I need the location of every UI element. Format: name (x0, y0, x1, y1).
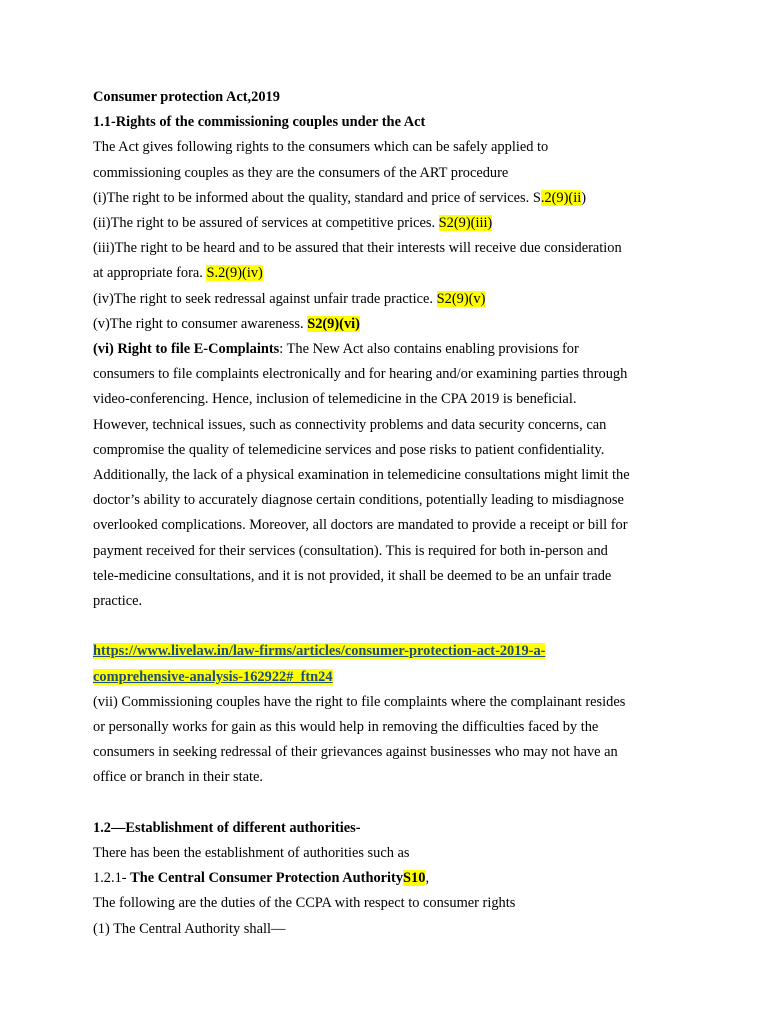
reference-link[interactable]: https://www.livelaw.in/law-firms/articles/consumer-protection-act-2019-a- (93, 643, 546, 660)
paragraph-line: doctor’s ability to accurately diagnose certain conditions, potentially leading to misdiagnose (93, 492, 624, 509)
paragraph-line: consumers to file complaints electronically and for hearing and/or examining parties through (93, 366, 628, 383)
reference-link-line (93, 639, 688, 664)
right-item-iii-cont (93, 261, 688, 286)
paragraph-line: overlooked complications. Moreover, all doctors are mandated to provide a receipt or bill for (93, 517, 628, 534)
punctuation: , (425, 870, 430, 887)
section-reference: S2(9)(v) (436, 290, 486, 307)
paragraph-line: Additionally, the lack of a physical examination in telemedicine consultations might limit the (93, 467, 630, 484)
paragraph-line: payment received for their services (consultation). This is required for both in-person and (93, 542, 608, 559)
right-text: (iv)The right to seek redressal against unfair trade practice. (93, 290, 437, 307)
intro-line: The Act gives following rights to the consumers which can be safely applied to (93, 139, 549, 156)
right-text: (i)The right to be informed about the quality, standard and price of services. S (93, 189, 541, 206)
section-reference: .2(9)(ii (540, 189, 582, 206)
paragraph-line: video-conferencing. Hence, inclusion of telemedicine in the CPA 2019 is beneficial. (93, 391, 577, 408)
section-reference: S.2(9)(iv) (206, 265, 263, 282)
reference-link[interactable]: comprehensive-analysis-162922#_ftn24 (93, 668, 333, 685)
right-item-vii: (vii) Commissioning couples have the right to file complaints where the complainant resides (93, 693, 626, 710)
intro-line: commissioning couples as they are the consumers of the ART procedure (93, 164, 509, 181)
paragraph-line: office or branch in their state. (93, 769, 263, 786)
right-item-vi (93, 337, 688, 362)
central-authority-line: (1) The Central Authority shall— (93, 920, 286, 937)
right-text: : The New Act also contains enabling provisions for (279, 341, 579, 358)
reference-link-line (93, 665, 688, 690)
section-heading-1-2: 1.2—Establishment of different authorities- (93, 819, 361, 836)
section-number: 1.2.1- (93, 870, 131, 887)
document-title: Consumer protection Act,2019 (93, 89, 280, 105)
ccpa-duties-line: The following are the duties of the CCPA with respect to consumer rights (93, 895, 516, 912)
paragraph-line: tele-medicine consultations, and it is not provided, it shall be deemed to be an unfair trade (93, 567, 612, 584)
section-reference: S2(9)(iii) (438, 215, 493, 232)
paragraph-line: or personally works for gain as this would help in removing the difficulties faced by the (93, 719, 599, 736)
right-item-iii: (iii)The right to be heard and to be assured that their interests will receive due consideration (93, 240, 622, 257)
section-reference: S10 (403, 870, 426, 887)
paragraph-line: compromise the quality of telemedicine services and pose risks to patient confidentiality. (93, 441, 605, 458)
right-text: (v)The right to consumer awareness. (93, 315, 308, 332)
right-text: (ii)The right to be assured of services at competitive prices. (93, 215, 439, 232)
authority-name: The Central Consumer Protection Authority (130, 870, 404, 887)
blank-line (93, 614, 688, 639)
right-item-i (93, 186, 688, 211)
section-reference: S2(9)(vi) (307, 315, 360, 332)
section-intro: There has been the establishment of authorities such as (93, 845, 410, 862)
blank-line (93, 791, 688, 816)
right-label: (vi) Right to file E-Complaints (93, 341, 280, 358)
paragraph-line: However, technical issues, such as connectivity problems and data security concerns, can (93, 416, 607, 433)
right-item-ii (93, 211, 688, 236)
paragraph-line: consumers in seeking redressal of their grievances against businesses who may not have an (93, 744, 618, 761)
paragraph-line: practice. (93, 593, 143, 610)
section-heading-1-1: 1.1-Rights of the commissioning couples under the Act (93, 114, 426, 131)
right-item-iv (93, 287, 688, 312)
right-text-tail: ) (581, 189, 587, 206)
right-text: at appropriate fora. (93, 265, 207, 282)
section-heading-1-2-1 (93, 866, 688, 891)
right-item-v (93, 312, 688, 337)
